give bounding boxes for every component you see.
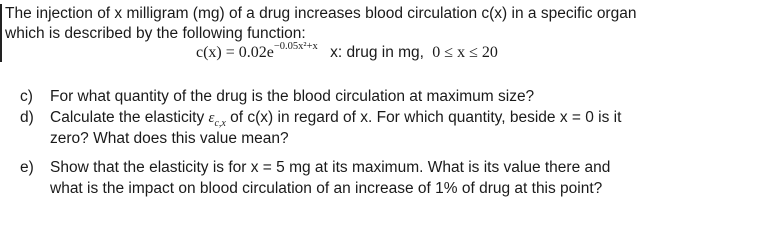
question-c bbox=[20, 86, 534, 107]
question-e-label: e) bbox=[20, 159, 34, 176]
question-c-text: For what quantity of the drug is the blood circulation at maximum size? bbox=[50, 88, 535, 105]
intro-line-2: which is described by the following function: bbox=[5, 25, 306, 42]
left-margin-rule bbox=[0, 4, 2, 62]
domain-description: x: drug in mg, bbox=[330, 44, 424, 61]
question-d-continuation: zero? What does this value mean? bbox=[50, 130, 289, 147]
question-d-text-post: of c(x) in regard of x. For which quantity, beside x = 0 is it bbox=[230, 109, 622, 126]
function-exponent: −0.05x²+x bbox=[273, 41, 318, 52]
elasticity-symbol-subscript: c,x bbox=[214, 118, 226, 129]
question-d-text-pre: Calculate the elasticity bbox=[50, 109, 205, 126]
function-lhs: c(x) = 0.02e bbox=[196, 44, 274, 61]
question-e-text: Show that the elasticity is for x = 5 mg at its maximum. What is its value there and bbox=[50, 159, 611, 176]
elasticity-symbol bbox=[208, 110, 226, 129]
question-c-label: c) bbox=[20, 88, 33, 105]
elasticity-symbol-main: ε bbox=[208, 110, 215, 126]
intro-line-1: The injection of x milligram (mg) of a drug increases blood circulation c(x) in a specific organ bbox=[5, 5, 637, 22]
domain-range: 0 ≤ x ≤ 20 bbox=[432, 44, 498, 61]
function-definition bbox=[196, 41, 498, 68]
question-d-label: d) bbox=[20, 109, 34, 126]
question-e bbox=[20, 157, 610, 178]
question-e-continuation: what is the impact on blood circulation of an increase of 1% of drug at this point? bbox=[50, 180, 603, 197]
